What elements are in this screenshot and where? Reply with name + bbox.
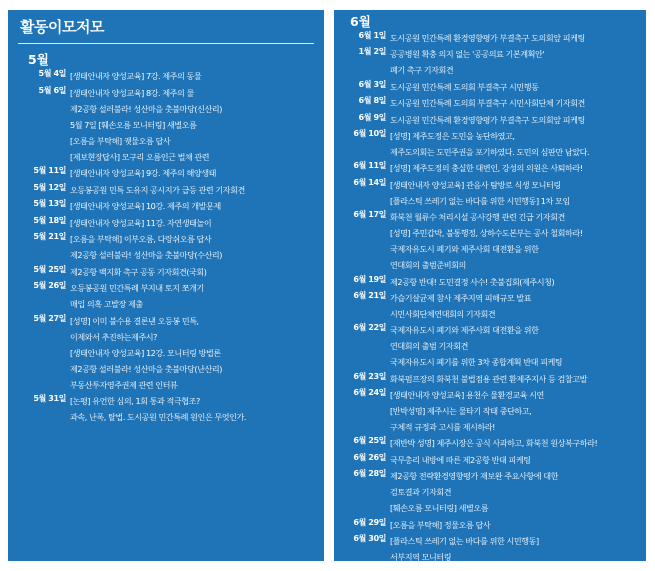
entry-item: [플라스틱 쓰레기 없는 바다를 위한 시민행동] bbox=[390, 536, 539, 547]
entry-item: 폐기 촉구 기자회견 bbox=[390, 65, 454, 76]
entry-item: 매입 의혹 고발장 제출 bbox=[70, 299, 143, 309]
activity-entry bbox=[20, 393, 320, 425]
activity-entry bbox=[20, 68, 320, 84]
entry-date: 6월 26일 bbox=[353, 451, 386, 462]
entry-date: 5월 13일 bbox=[33, 198, 66, 208]
activity-entry bbox=[342, 387, 644, 435]
page-title: 활동이모저모 bbox=[20, 18, 104, 36]
entry-items bbox=[390, 533, 644, 565]
entry-items bbox=[70, 393, 320, 425]
entry-date: 6월 10일 bbox=[353, 127, 386, 138]
entry-item: 국제자유도시 폐기를 위한 3차 종합계획 반대 피케팅 bbox=[390, 357, 563, 368]
entry-item: 제2공항 설러불라! 성산마을 촛불마당(신산리) bbox=[70, 103, 222, 114]
entry-item: [생태안내자 양성교육] 9강. 제주의 해양생태 bbox=[70, 168, 216, 178]
entry-items bbox=[70, 165, 320, 181]
entry-date: 6월 30일 bbox=[353, 533, 386, 544]
entry-item: 5월 7일 [훼손오름 모니터링] 새별오름 bbox=[70, 119, 197, 130]
entry-items bbox=[70, 68, 320, 84]
entry-items bbox=[70, 182, 320, 198]
activity-entry bbox=[20, 85, 320, 165]
entry-items bbox=[390, 79, 644, 95]
entry-date: 5월 21일 bbox=[33, 231, 66, 241]
activity-entry bbox=[342, 517, 644, 533]
entry-items bbox=[390, 468, 644, 516]
entry-item: 국무총리 내방에 따른 제2공항 반대 피케팅 bbox=[390, 454, 531, 465]
activity-entry bbox=[342, 435, 644, 451]
entry-item: 도시공원 민간특례 도의회 부결촉구 시민행동 bbox=[390, 81, 539, 92]
entry-item: [생태안내자 양성교육] 7강. 제주의 동물 bbox=[70, 71, 202, 81]
entry-date: 6월 29일 bbox=[353, 516, 386, 527]
entry-items bbox=[390, 128, 644, 160]
entry-date: 5월 12일 bbox=[33, 181, 66, 192]
entry-items bbox=[390, 30, 644, 46]
entry-date: 6월 24일 bbox=[353, 387, 386, 398]
entry-date: 5월 31일 bbox=[33, 393, 66, 403]
entry-item: 국제자유도시 폐기와 제주사회 대전환을 위한 bbox=[390, 325, 539, 336]
may-activity-panel bbox=[8, 10, 324, 561]
entry-item: 연대회의 출범 기자회견 bbox=[390, 341, 468, 352]
activity-entry bbox=[342, 112, 644, 128]
entry-item: [반박성명] 제주시는 물타기 작태 중단하고, bbox=[390, 406, 532, 417]
entry-items bbox=[390, 322, 644, 370]
activity-entry bbox=[342, 533, 644, 565]
entry-items bbox=[390, 160, 644, 176]
entry-date: 6월 8일 bbox=[358, 95, 386, 106]
entry-item: [성명] 제주도정의 충실한 대변인, 강성의 의원은 사퇴하라! bbox=[390, 163, 583, 174]
entry-item: [오름을 부탁해] 이부오름, 다랑쉬오름 답사 bbox=[70, 234, 212, 244]
activity-entry bbox=[342, 371, 644, 387]
entry-item: 공공병원 확충 의지 없는 '공공의료 기본계획안' bbox=[390, 49, 545, 60]
entry-item: 제2공항 설러불라! 성산마을 촛불마당(수산리) bbox=[70, 250, 222, 260]
title-divider bbox=[18, 43, 314, 44]
entry-items bbox=[390, 452, 644, 468]
entry-items bbox=[390, 46, 644, 78]
entry-date: 6월 28일 bbox=[353, 468, 386, 479]
activity-entry bbox=[342, 177, 644, 209]
entry-items bbox=[70, 85, 320, 165]
entry-date: 1월 2일 bbox=[358, 46, 386, 57]
entry-items bbox=[70, 198, 320, 214]
entry-date: 6월 19일 bbox=[353, 273, 386, 284]
entry-items bbox=[390, 290, 644, 322]
activity-entry bbox=[20, 313, 320, 393]
entry-items bbox=[70, 280, 320, 312]
entry-item: [플라스틱 쓰레기 없는 바다를 위한 시민행동] 1차 모임 bbox=[390, 195, 570, 206]
entry-date: 6월 17일 bbox=[353, 209, 386, 220]
entry-item: 서부지역 모니터링 bbox=[390, 552, 452, 563]
entry-item: [논평] 유언한 심의, 1회 통과 적극협조? bbox=[70, 396, 200, 406]
entry-item: 구체적 규정과 고시를 제시하라! bbox=[390, 422, 495, 433]
activity-entry bbox=[342, 468, 644, 516]
entry-items bbox=[390, 177, 644, 209]
month-heading-may: 5월 bbox=[28, 52, 49, 67]
entry-item: 도시공원 민간특례 도의회 부결촉구 시민사회단체 기자회견 bbox=[390, 98, 585, 109]
activity-entry bbox=[20, 215, 320, 231]
entry-item: 검토결과 기자회견 bbox=[390, 487, 452, 498]
entry-items bbox=[390, 517, 644, 533]
entry-item: 도시공원 민간특례 환경영향평가 부결촉구 도의회앞 피케팅 bbox=[390, 33, 585, 43]
entry-item: [생태안내자 양성교육] 12강. 모니터링 방법론 bbox=[70, 347, 221, 358]
entry-date: 6월 23일 bbox=[353, 370, 386, 381]
entry-date: 5월 6일 bbox=[38, 84, 66, 95]
activity-entry bbox=[342, 128, 644, 160]
entry-date: 6월 9일 bbox=[358, 111, 386, 122]
activity-entry bbox=[342, 322, 644, 370]
entry-date: 5월 26일 bbox=[33, 280, 66, 290]
entry-item: 제주도의회는 도민주권을 포기하였다. 도민의 심판만 남았다. bbox=[390, 146, 590, 157]
entry-date: 5월 4일 bbox=[38, 68, 66, 78]
entry-item: 국제자유도시 폐기와 제주사회 대전환을 위한 bbox=[390, 244, 539, 255]
month-heading-june: 6월 bbox=[350, 14, 371, 29]
entry-date: 6월 1일 bbox=[358, 30, 386, 40]
entry-items bbox=[390, 112, 644, 128]
activity-entry bbox=[342, 30, 644, 46]
entry-date: 6월 22일 bbox=[353, 322, 386, 333]
entry-items bbox=[390, 274, 644, 290]
entry-items bbox=[70, 231, 320, 263]
entry-date: 6월 25일 bbox=[353, 435, 386, 446]
entry-item: [생태안내자 양성교육] 11강. 자연생태놀이 bbox=[70, 217, 212, 228]
entry-date: 6월 11일 bbox=[353, 160, 386, 171]
entry-item: [재반박 성명] 제주시장은 공식 사과하고, 화북천 원상복구하라! bbox=[390, 438, 598, 449]
entry-items bbox=[390, 387, 644, 435]
activity-entry bbox=[20, 182, 320, 198]
entry-items bbox=[390, 435, 644, 451]
activity-entry bbox=[342, 290, 644, 322]
entry-item: 제2공항 백지화 촉구 공동 기자회견(국회) bbox=[70, 266, 207, 277]
entry-item: [오름을 부탁해] 궷물오름 답사 bbox=[70, 135, 171, 146]
entry-item: 오등봉공원 민특 도유지 공시지가 급등 관련 기자회견 bbox=[70, 184, 245, 195]
entry-item: 화북천 월류수 처리시설 공사강행 관련 긴급 기자회견 bbox=[390, 212, 565, 223]
entry-date: 5월 27일 bbox=[33, 312, 66, 323]
activity-entry bbox=[342, 46, 644, 78]
activity-entry bbox=[342, 452, 644, 468]
entry-items bbox=[70, 264, 320, 280]
june-entry-list bbox=[342, 30, 644, 565]
entry-item: [제보현장답사] 모구리 오름인근 벌채 관련 bbox=[70, 151, 210, 162]
entry-item: [생태안내자 양성교육] 10강. 제주의 개발문제 bbox=[70, 201, 221, 211]
activity-entry bbox=[20, 280, 320, 312]
entry-item: [생태안내자 양성교육] 8강. 제주의 물 bbox=[70, 87, 194, 98]
entry-item: 과속, 난폭, 탈법. 도시공원 민간특례 원인은 무엇인가. bbox=[70, 412, 246, 422]
entry-item: [오름을 부탁해] 정물오름 답사 bbox=[390, 519, 491, 530]
activity-entry bbox=[342, 274, 644, 290]
entry-item: 제2공항 설러불라! 성산마을 촛불마당(난산리) bbox=[70, 363, 222, 374]
entry-item: [생태안내자 양성교육] 관음사 탐방로 식생 모니터링 bbox=[390, 179, 561, 190]
entry-item: 화북펌프장의 화북천 불법점용 관련 환제주지사 등 검찰고발 bbox=[390, 373, 587, 384]
entry-date: 6월 14일 bbox=[353, 176, 386, 187]
entry-item: 부동산투자영주권제 관련 인터뷰 bbox=[70, 379, 178, 390]
entry-item: [생태안내자 양성교육] 용천수 물환경교육 시연 bbox=[390, 390, 544, 401]
activity-entry bbox=[20, 231, 320, 263]
june-activity-panel bbox=[334, 10, 646, 561]
activity-entry bbox=[20, 198, 320, 214]
entry-items bbox=[390, 371, 644, 387]
entry-items bbox=[70, 313, 320, 393]
entry-items bbox=[390, 95, 644, 111]
entry-date: 6월 3일 bbox=[358, 78, 386, 89]
entry-item: [성명] 주민갑박, 불통행정, 상하수도본부는 공사 철회하라! bbox=[390, 228, 583, 239]
entry-item: [성명] 이미 불수용 결론낸 오등봉 민특, bbox=[70, 315, 199, 326]
activity-entry bbox=[342, 209, 644, 273]
entry-date: 6월 21일 bbox=[353, 289, 386, 300]
entry-item: 오등봉공원 민간특례 부지내 토지 쪼개기 bbox=[70, 283, 204, 293]
entry-item: 이제와서 추진하는제주시? bbox=[70, 331, 158, 342]
activity-entry bbox=[20, 264, 320, 280]
entry-item: 가습기살균제 참사 제주지역 피해규모 발표 bbox=[390, 292, 532, 303]
activity-entry bbox=[20, 165, 320, 181]
activity-entry bbox=[342, 95, 644, 111]
entry-item: 제2공항 전략환경영향평가 재보완 주요사항에 대한 bbox=[390, 471, 558, 482]
may-entry-list bbox=[20, 68, 320, 425]
entry-item: 도시공원 민간특례 환경영향평가 부결촉구 도의회앞 피케팅 bbox=[390, 114, 585, 125]
entry-item: [훼손오름 모니터링] 새별오름 bbox=[390, 503, 489, 514]
entry-item: [성명] 제주도정은 도민을 농단하였고, bbox=[390, 130, 515, 141]
entry-items bbox=[70, 215, 320, 231]
entry-date: 5월 11일 bbox=[33, 165, 66, 175]
entry-item: 연대회의 출범준비회의 bbox=[390, 260, 466, 271]
activity-entry bbox=[342, 79, 644, 95]
entry-date: 5월 25일 bbox=[33, 263, 66, 274]
activity-entry bbox=[342, 160, 644, 176]
entry-items bbox=[390, 209, 644, 273]
entry-date: 5월 18일 bbox=[33, 214, 66, 225]
entry-item: 시민사회단체연대회의 기자회견 bbox=[390, 308, 496, 319]
entry-item: 제2공항 반대! 도민결정 사수! 촛불집회(제주시청) bbox=[390, 276, 555, 287]
